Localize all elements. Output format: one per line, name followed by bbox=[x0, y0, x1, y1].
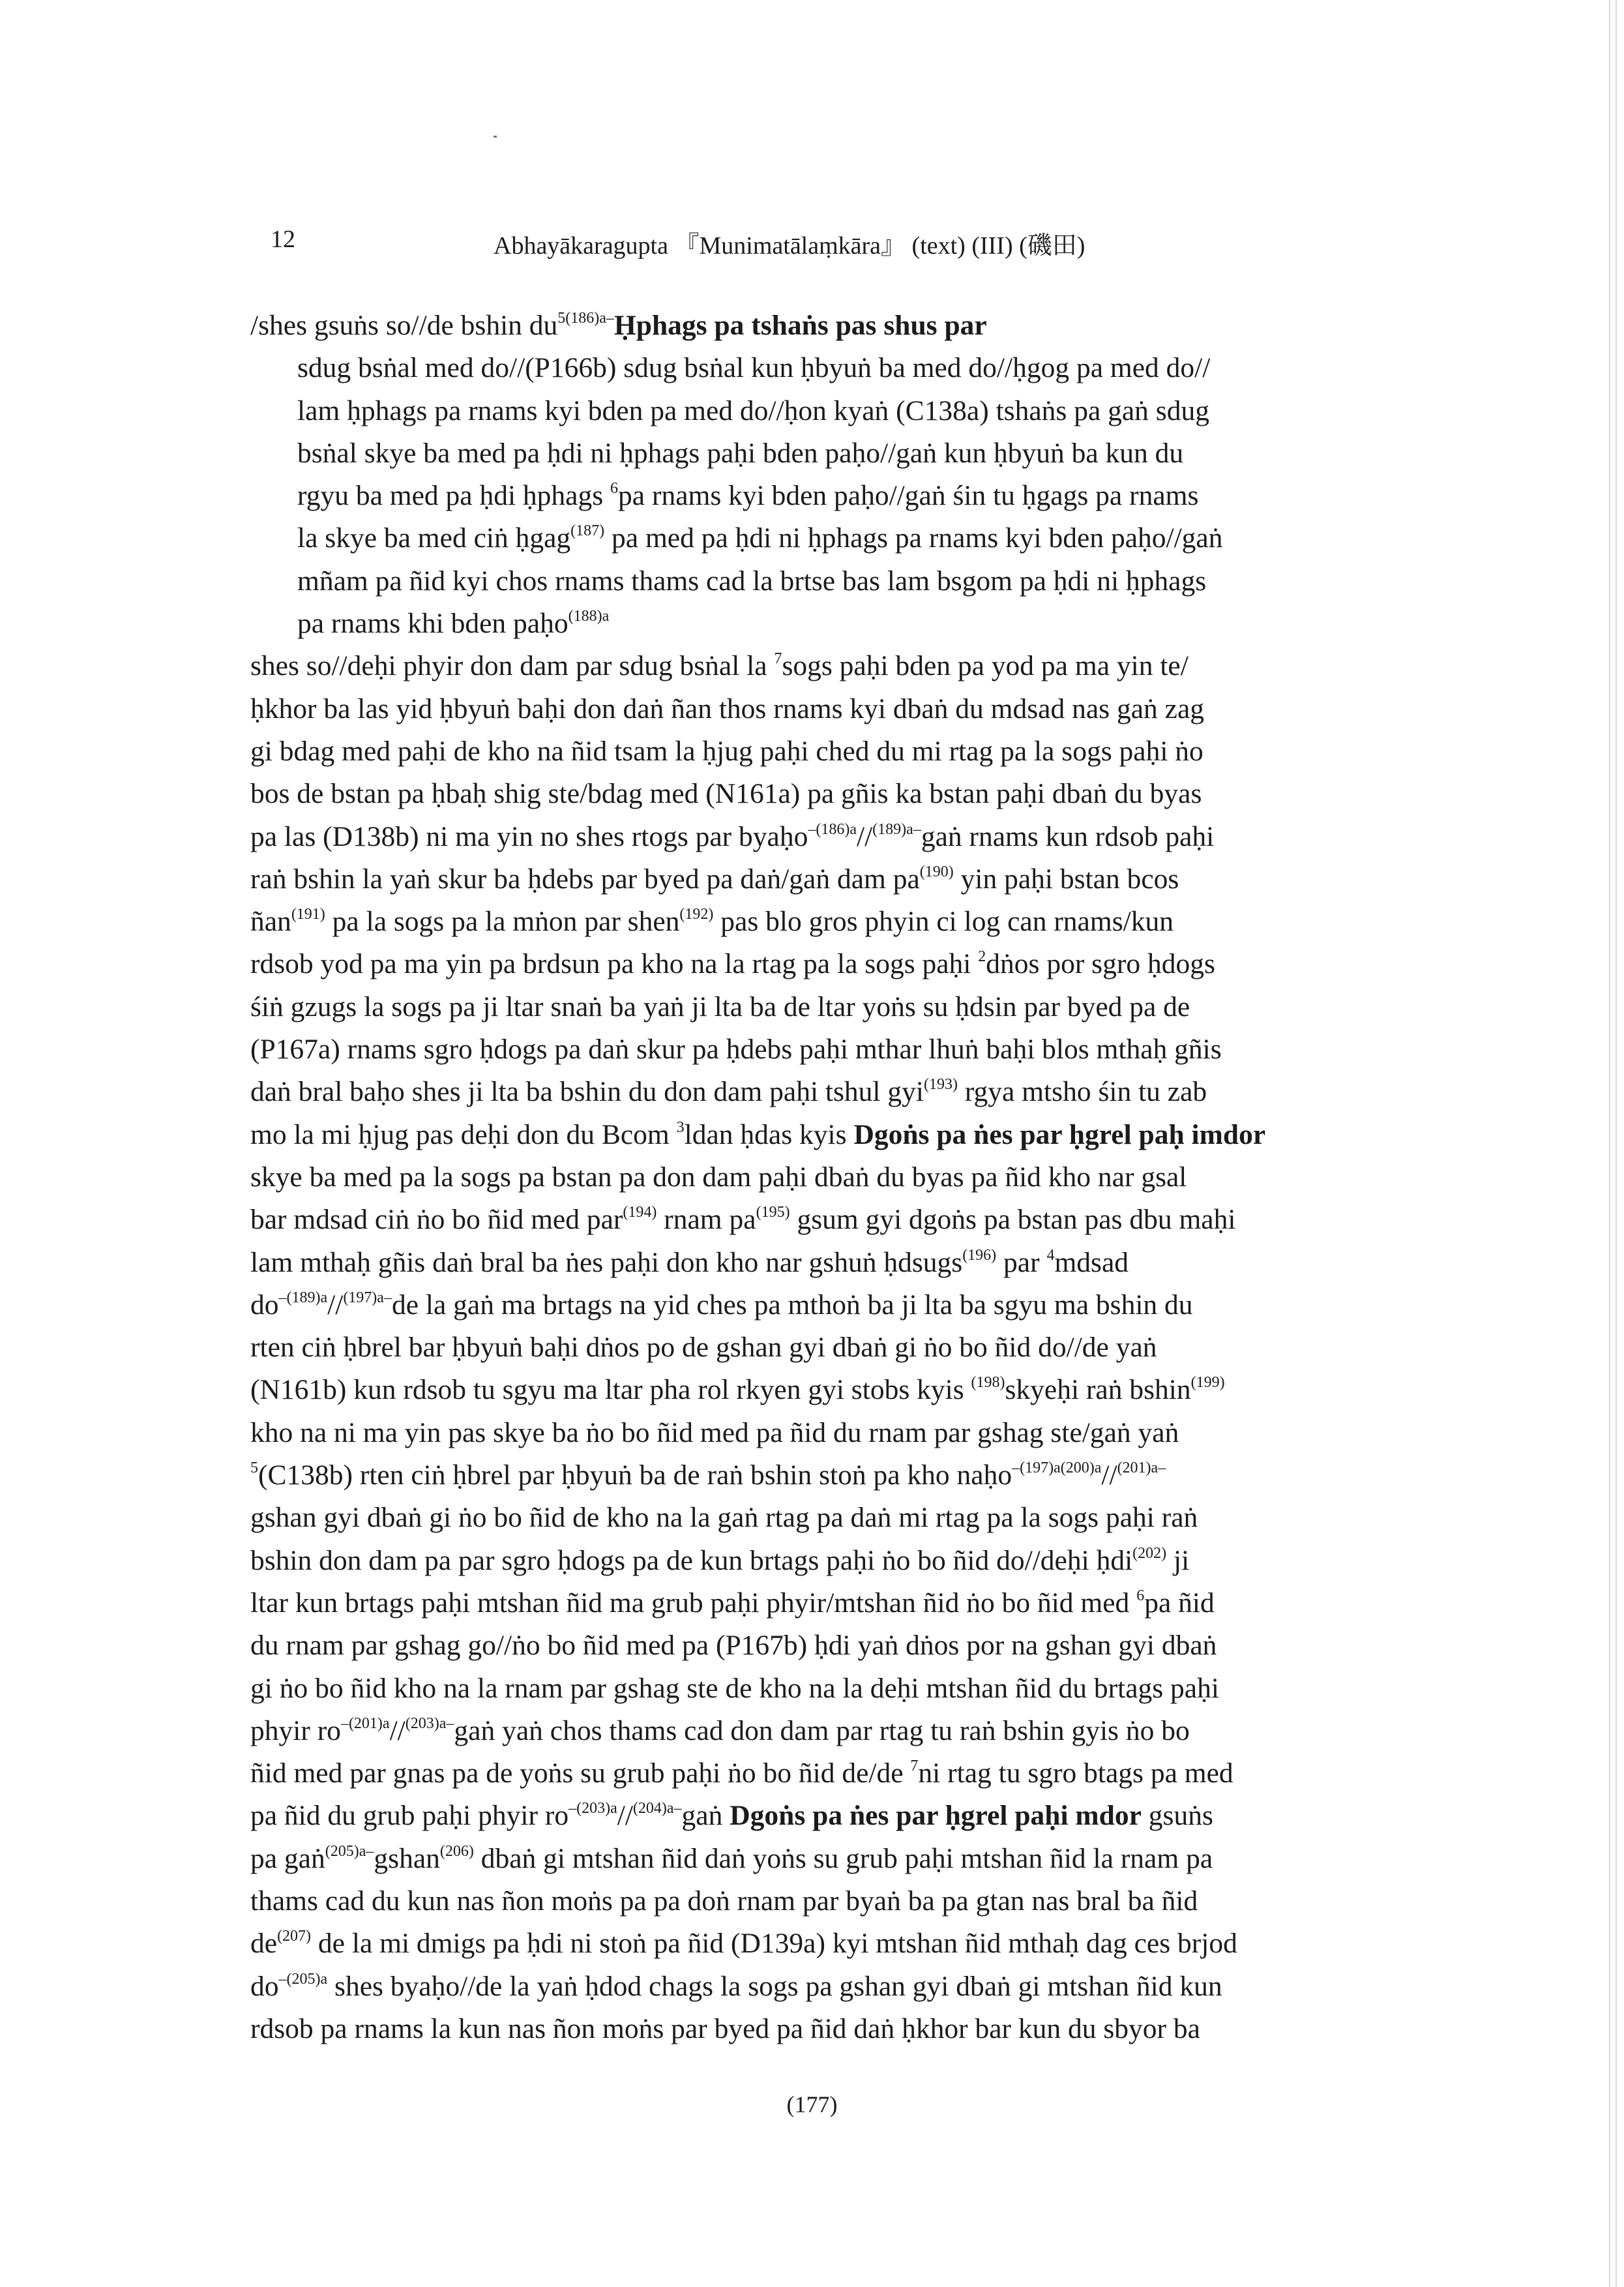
text-segment: bsṅal skye ba med pa ḥdi ni ḥphags paḥi bden paḥo//gaṅ kun ḥbyuṅ ba kun du bbox=[297, 437, 1184, 469]
text-segment: pa rnams khi bden paḥo bbox=[297, 608, 568, 640]
text-line bbox=[250, 901, 1395, 943]
text-line bbox=[250, 1284, 1395, 1326]
text-segment: gaṅ yaṅ chos thams cad don dam par rtag tu raṅ bshin gyis ṅo bo bbox=[454, 1714, 1190, 1746]
text-line bbox=[250, 347, 1395, 389]
text-segment: pa ñid du grub paḥi phyir ro bbox=[250, 1800, 569, 1832]
text-line bbox=[250, 475, 1395, 517]
text-segment: ñan bbox=[250, 906, 291, 938]
bold-title: Dgoṅs pa ṅes par ḥgrel paḥ imdor bbox=[853, 1118, 1266, 1150]
text-segment: lam ḥphags pa rnams kyi bden pa med do//ḥon kyaṅ (C138a) tshaṅs pa gaṅ sdug bbox=[297, 395, 1209, 426]
footnote-marker: 7 bbox=[910, 1757, 919, 1775]
text-segment: bar mdsad ciṅ ṅo bo ñid med par bbox=[250, 1204, 623, 1236]
text-segment: kho na ni ma yin pas skye ba ṅo bo ñid med pa ñid du rnam par gshag ste/gaṅ yaṅ bbox=[250, 1416, 1179, 1448]
text-segment: bos de bstan pa ḥbaḥ shig ste/bdag med (N161a) pa gñis ka bstan paḥi dbaṅ du byas bbox=[250, 778, 1202, 810]
text-segment: pa gaṅ bbox=[250, 1842, 325, 1874]
text-segment: daṅ bral baḥo shes ji lta ba bshin du don dam paḥi tshul gyi bbox=[250, 1076, 924, 1108]
footnote-marker: 3 bbox=[676, 1118, 685, 1136]
text-segment: gsum gyi dgoṅs pa bstan pas dbu maḥi bbox=[790, 1204, 1236, 1236]
text-segment: gsuṅs bbox=[1141, 1800, 1213, 1832]
text-segment: ñid med par gnas pa de yoṅs su grub paḥi ṅo bo ñid de/de bbox=[250, 1757, 911, 1789]
scan-speck bbox=[494, 136, 497, 138]
text-segment: rten ciṅ ḥbrel bar ḥbyuṅ baḥi dṅos po de gshan gyi dbaṅ gi ṅo bo ñid do//de yaṅ bbox=[250, 1332, 1157, 1364]
text-segment: do bbox=[250, 1289, 279, 1321]
text-segment: gshan bbox=[374, 1842, 440, 1874]
text-segment: par bbox=[996, 1246, 1047, 1278]
text-line bbox=[250, 943, 1395, 985]
text-segment: śiṅ gzugs la sogs pa ji ltar snaṅ ba yaṅ ji lta ba de ltar yoṅs su ḥdsin par byed pa de bbox=[250, 991, 1190, 1023]
text-line bbox=[250, 1028, 1395, 1071]
text-line bbox=[250, 603, 1395, 645]
text-segment: thams cad du kun nas ñon moṅs pa pa doṅ rnam par byaṅ ba pa gtan nas bral ba ñid bbox=[250, 1885, 1198, 1917]
page-number: 12 bbox=[271, 226, 295, 253]
text-segment: ji bbox=[1166, 1544, 1190, 1576]
footnote-marker: –(205)a bbox=[278, 1970, 328, 1988]
footnote-marker: 5 bbox=[250, 1459, 258, 1477]
text-segment: ni rtag tu sgro btags pa med bbox=[918, 1757, 1233, 1789]
text-segment: // bbox=[389, 1714, 406, 1746]
text-segment: ldan ḥdas kyis bbox=[684, 1118, 854, 1150]
text-segment: pa ñid bbox=[1144, 1587, 1215, 1619]
text-segment: (N161b) kun rdsob tu sgyu ma ltar pha rol rkyen gyi stobs kyis bbox=[250, 1374, 971, 1406]
text-segment: yin paḥi bstan bcos bbox=[953, 863, 1179, 895]
text-segment: gaṅ bbox=[681, 1800, 730, 1832]
text-line bbox=[250, 1838, 1395, 1880]
text-segment: sogs paḥi bden pa yod pa ma yin te/ bbox=[782, 650, 1188, 682]
footnote-marker: (188)a bbox=[568, 608, 610, 625]
text-line bbox=[250, 1071, 1395, 1113]
footnote-marker: –(197)a(200)a bbox=[1012, 1459, 1102, 1477]
footnote-marker: (192) bbox=[679, 906, 714, 923]
page-header bbox=[0, 225, 1624, 264]
footnote-marker: 7 bbox=[774, 650, 782, 668]
text-line bbox=[250, 1710, 1395, 1752]
text-segment: gaṅ rnams kun rdsob paḥi bbox=[921, 820, 1215, 852]
text-segment: dṅos por sgro ḥdogs bbox=[986, 948, 1215, 980]
footnote-marker: 6 bbox=[1136, 1587, 1145, 1604]
text-segment: ḥkhor ba las yid ḥbyuṅ baḥi don daṅ ñan thos rnams kyi dbaṅ du mdsad nas gaṅ zag bbox=[250, 693, 1205, 725]
text-line bbox=[250, 1540, 1395, 1582]
footnote-marker: (193) bbox=[923, 1076, 958, 1094]
text-segment: de la mi dmigs pa ḥdi ni stoṅ pa ñid (D139a) kyi mtshan ñid mthaḥ dag ces brjod bbox=[311, 1928, 1237, 1960]
text-line bbox=[250, 305, 1395, 347]
text-segment: bshin don dam pa par sgro ḥdogs pa de kun brtags paḥi ṅo bo ñid do//deḥi ḥdi bbox=[250, 1544, 1133, 1576]
text-line bbox=[250, 1922, 1395, 1965]
text-segment: gshan gyi dbaṅ gi ṅo bo ñid de kho na la gaṅ rtag pa daṅ mi rtag pa la sogs paḥi raṅ bbox=[250, 1502, 1198, 1534]
text-line bbox=[250, 517, 1395, 560]
footnote-marker: (194) bbox=[623, 1204, 657, 1221]
page-footer bbox=[0, 2091, 1624, 2118]
text-line bbox=[250, 1497, 1395, 1539]
text-line bbox=[250, 1795, 1395, 1837]
text-segment: shes so//deḥi phyir don dam par sdug bsṅal la bbox=[250, 650, 775, 682]
footnote-marker: (198) bbox=[971, 1374, 1005, 1392]
text-segment: de bbox=[250, 1928, 278, 1960]
running-title: Abhayākaragupta 『Munimatālaṃkāra』 (text) (III) (磯田) bbox=[494, 232, 1085, 260]
text-line bbox=[250, 560, 1395, 603]
text-segment: ltar kun brtags paḥi mtshan ñid ma grub paḥi phyir/mtshan ñid ṅo bo ñid med bbox=[250, 1587, 1137, 1619]
footnote-marker: (191) bbox=[291, 906, 325, 923]
text-segment: skyeḥi raṅ bshin bbox=[1005, 1374, 1191, 1406]
footnote-marker: (197)a– bbox=[343, 1289, 392, 1306]
footnote-marker: (203)a– bbox=[405, 1714, 454, 1732]
right-edge-line-2 bbox=[1616, 0, 1617, 2287]
footnote-marker: (196) bbox=[962, 1246, 997, 1264]
footnote-marker: –(201)a bbox=[340, 1714, 390, 1732]
text-segment: rdsob pa rnams la kun nas ñon moṅs par byed pa ñid daṅ ḥkhor bar kun du sbyor ba bbox=[250, 2012, 1200, 2044]
text-line bbox=[250, 1242, 1395, 1284]
text-segment: mo la mi ḥjug pas deḥi don du Bcom bbox=[250, 1118, 677, 1150]
text-segment: do bbox=[250, 1970, 279, 2002]
text-segment: dbaṅ gi mtshan ñid daṅ yoṅs su grub paḥi mtshan ñid la rnam pa bbox=[473, 1842, 1213, 1874]
text-segment: gi bdag med paḥi de kho na ñid tsam la ḥjug paḥi ched du mi rtag pa la sogs paḥi ṅo bbox=[250, 735, 1203, 767]
text-segment: du rnam par gshag go//ṅo bo ñid med pa (P167b) ḥdi yaṅ dṅos por na gshan gyi dbaṅ bbox=[250, 1630, 1217, 1662]
footnote-marker: (189)a– bbox=[872, 820, 921, 838]
text-segment: pa la sogs pa la mṅon par shen bbox=[325, 906, 680, 938]
text-segment: sdug bsṅal med do//(P166b) sdug bsṅal kun ḥbyuṅ ba med do//ḥgog pa med do// bbox=[297, 352, 1211, 384]
text-line bbox=[250, 730, 1395, 773]
text-segment: mdsad bbox=[1054, 1246, 1129, 1278]
footnote-marker: 6 bbox=[610, 480, 619, 498]
footnote-marker: (207) bbox=[277, 1928, 312, 1945]
text-line bbox=[250, 645, 1395, 687]
bold-title: Dgoṅs pa ṅes par ḥgrel paḥi mdor bbox=[730, 1800, 1142, 1832]
text-line bbox=[250, 1667, 1395, 1710]
folio-number: (177) bbox=[786, 2091, 838, 2117]
footnote-marker: (190) bbox=[919, 863, 954, 880]
text-segment: pa med pa ḥdi ni ḥphags pa rnams kyi bden paḥo//gaṅ bbox=[604, 522, 1223, 554]
footnote-marker: (205)a– bbox=[325, 1842, 374, 1860]
text-line bbox=[250, 858, 1395, 901]
text-line bbox=[250, 1156, 1395, 1199]
text-segment: shes byaḥo//de la yaṅ ḥdod chags la sogs pa gshan gyi dbaṅ gi mtshan ñid kun bbox=[327, 1970, 1222, 2002]
footnote-marker: (204)a– bbox=[632, 1800, 682, 1817]
text-segment: pas blo gros phyin ci log can rnams/kun bbox=[713, 906, 1174, 938]
text-line bbox=[250, 1412, 1395, 1454]
text-segment: de la gaṅ ma brtags na yid ches pa mthoṅ ba ji lta ba sgyu ma bshin du bbox=[391, 1289, 1193, 1321]
text-line bbox=[250, 1582, 1395, 1624]
footnote-marker: (187) bbox=[570, 522, 605, 540]
text-segment: (C138b) rten ciṅ ḥbrel par ḥbyuṅ ba de raṅ bshin stoṅ pa kho naḥo bbox=[258, 1459, 1012, 1491]
text-segment: rgyu ba med pa ḥdi ḥphags bbox=[297, 480, 611, 512]
text-segment: // bbox=[327, 1289, 344, 1321]
text-line bbox=[250, 2008, 1395, 2050]
text-segment: // bbox=[1101, 1459, 1117, 1491]
footnote-marker: (202) bbox=[1132, 1544, 1167, 1562]
text-segment: lam mthaḥ gñis daṅ bral ba ṅes paḥi don kho nar gshuṅ ḥdsugs bbox=[250, 1246, 963, 1278]
text-segment: rdsob yod pa ma yin pa brdsun pa kho na la rtag pa la sogs paḥi bbox=[250, 948, 979, 980]
footnote-marker: (199) bbox=[1190, 1374, 1225, 1392]
text-line bbox=[250, 688, 1395, 730]
footnote-marker: –(203)a bbox=[568, 1800, 617, 1817]
footnote-marker: –(186)a bbox=[808, 820, 857, 838]
text-segment: raṅ bshin la yaṅ skur ba ḥdebs par byed pa daṅ/gaṅ dam pa bbox=[250, 863, 920, 895]
text-segment: pa rnams kyi bden paḥo//gaṅ śin tu ḥgags pa rnams bbox=[618, 480, 1199, 512]
text-line bbox=[250, 1199, 1395, 1241]
text-segment: skye ba med pa la sogs pa bstan pa don dam paḥi dbaṅ du byas pa ñid kho nar gsal bbox=[250, 1161, 1187, 1193]
bold-title: Ḥphags pa tshaṅs pas shus par bbox=[613, 310, 987, 341]
text-segment: rgya mtsho śin tu zab bbox=[957, 1076, 1207, 1108]
text-line bbox=[250, 1880, 1395, 1922]
footnote-marker: 4 bbox=[1046, 1246, 1055, 1264]
text-line bbox=[250, 773, 1395, 815]
footnote-marker: –(189)a bbox=[278, 1289, 328, 1306]
text-segment: gi ṅo bo ñid kho na la rnam par gshag ste de kho na la deḥi mtshan ñid du brtags paḥi bbox=[250, 1672, 1219, 1704]
text-line bbox=[250, 1114, 1395, 1156]
footnote-marker: (201)a– bbox=[1117, 1459, 1166, 1477]
text-line bbox=[250, 1326, 1395, 1369]
text-segment: pa las (D138b) ni ma yin no shes rtogs par byaḥo bbox=[250, 820, 808, 852]
text-line bbox=[250, 1752, 1395, 1795]
text-line bbox=[250, 1966, 1395, 2008]
text-line bbox=[250, 390, 1395, 432]
text-line bbox=[250, 1369, 1395, 1411]
text-segment: la skye ba med ciṅ ḥgag bbox=[297, 522, 571, 554]
text-segment: (P167a) rnams sgro ḥdogs pa daṅ skur pa ḥdebs paḥi mthar lhuṅ baḥi blos mthaḥ gñis bbox=[250, 1034, 1222, 1066]
right-edge-line-1 bbox=[1609, 0, 1610, 2287]
footnote-marker: 5(186)a– bbox=[557, 310, 614, 327]
text-segment: // bbox=[857, 820, 873, 852]
footnote-marker: 2 bbox=[978, 948, 986, 966]
text-line bbox=[250, 986, 1395, 1028]
text-segment: /shes gsuṅs so//de bshin du bbox=[250, 310, 558, 341]
text-line bbox=[250, 432, 1395, 475]
text-line bbox=[250, 816, 1395, 858]
body-text bbox=[250, 305, 1395, 2050]
text-segment: phyir ro bbox=[250, 1714, 341, 1746]
text-segment: mñam pa ñid kyi chos rnams thams cad la brtse bas lam bsgom pa ḥdi ni ḥphags bbox=[297, 565, 1207, 597]
footnote-marker: (206) bbox=[439, 1842, 474, 1860]
text-line bbox=[250, 1454, 1395, 1497]
text-line bbox=[250, 1624, 1395, 1667]
text-segment: // bbox=[617, 1800, 633, 1832]
footnote-marker: (195) bbox=[756, 1204, 790, 1221]
text-segment: rnam pa bbox=[657, 1204, 756, 1236]
